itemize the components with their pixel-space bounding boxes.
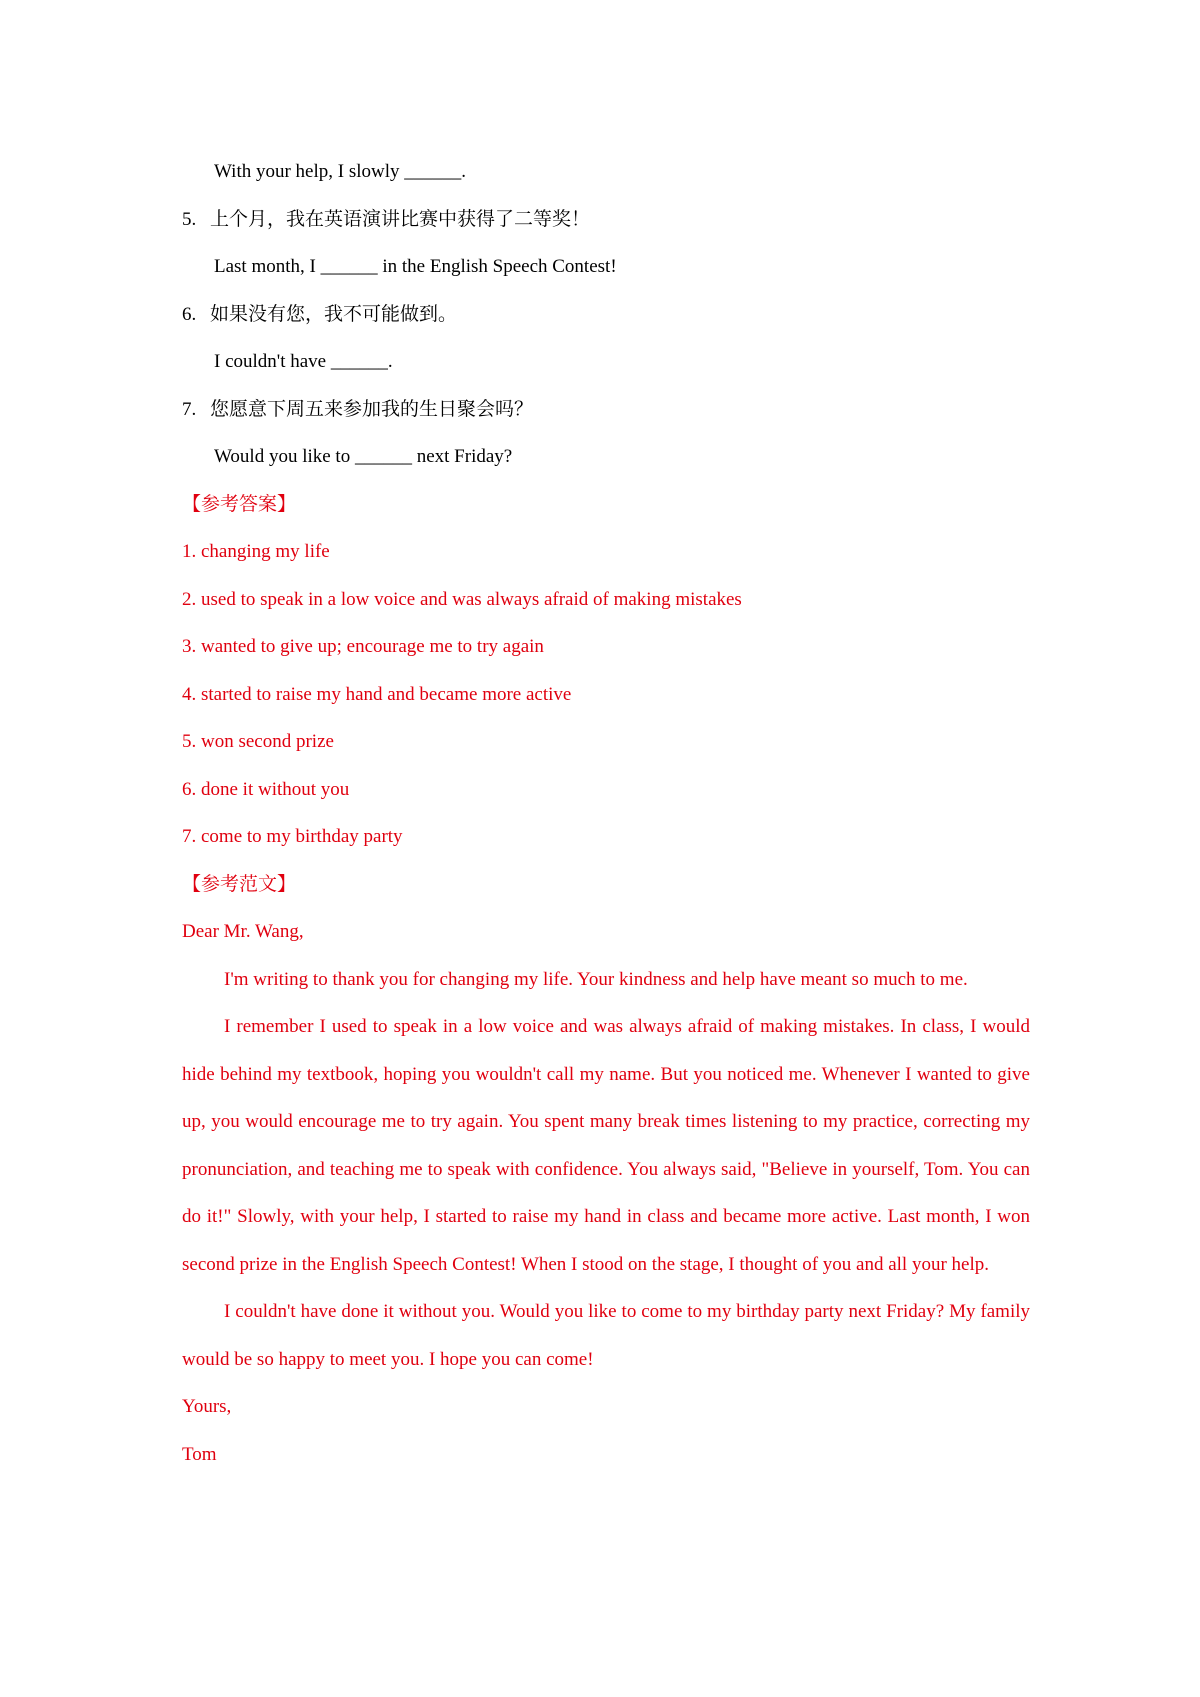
essay-paragraph-1: I'm writing to thank you for changing my life. Your kindness and help have meant so much to me.: [224, 968, 968, 990]
essay-paragraph-3: I couldn't have done it without you. Would you like to come to my birthday party next Friday? My family would be so happy to meet you. I hope you can come!: [182, 1301, 1030, 1370]
question-5-chinese: [182, 196, 1030, 244]
answer-6: 6. done it without you: [182, 778, 350, 800]
question-5-english: Last month, I ______ in the English Speech Contest!: [214, 256, 617, 277]
essay-greeting: Dear Mr. Wang,: [182, 921, 304, 942]
question-5-chinese-text: 上个月，我在英语演讲比赛中获得了二等奖！: [210, 208, 591, 230]
answer-5: 5. won second prize: [182, 731, 334, 752]
essay-closing: Yours,: [182, 1396, 232, 1417]
answers-heading: 【参考答案】: [182, 493, 297, 515]
question-7-english: Would you like to ______ next Friday?: [214, 446, 513, 467]
answer-2: 2. used to speak in a low voice and was always afraid of making mistakes: [182, 588, 742, 610]
answer-3: 3. wanted to give up; encourage me to try again: [182, 636, 544, 657]
answer-7: 7. come to my birthday party: [182, 826, 403, 847]
question-6-number: 6.: [182, 303, 197, 325]
question-6-english: I couldn't have ______.: [214, 351, 393, 372]
question-5-number: 5.: [182, 208, 197, 230]
question-7-chinese-text: 您愿意下周五来参加我的生日聚会吗？: [210, 398, 534, 420]
question-7-number: 7.: [182, 398, 197, 420]
answer-1: 1. changing my life: [182, 541, 330, 562]
answer-4: 4. started to raise my hand and became more active: [182, 683, 572, 705]
document-page: [182, 148, 1030, 1478]
essay-signature: Tom: [182, 1443, 217, 1465]
question-4-english: With your help, I slowly ______.: [214, 161, 467, 182]
essay-heading: 【参考范文】: [182, 873, 297, 895]
question-6-chinese: [182, 291, 1030, 339]
essay-paragraph-2: I remember I used to speak in a low voice and was always afraid of making mistakes. In class, I would hide behind my textbook, hoping you wouldn't call my name. But you noticed me. Whenever I wanted to give up, you would encourage me to try again. You spent many break times listening to my practice, correcting my pronunciation, and teaching me to speak with confidence. You always said, "Believe in yourself, Tom. You can do it!" Slowly, with your help, I started to raise my hand in class and became more active. Last month, I won second prize in the English Speech Contest! When I stood on the stage, I thought of you and all your help.: [182, 1016, 1030, 1275]
question-7-chinese: [182, 386, 1030, 434]
question-6-chinese-text: 如果没有您，我不可能做到。: [210, 303, 458, 325]
